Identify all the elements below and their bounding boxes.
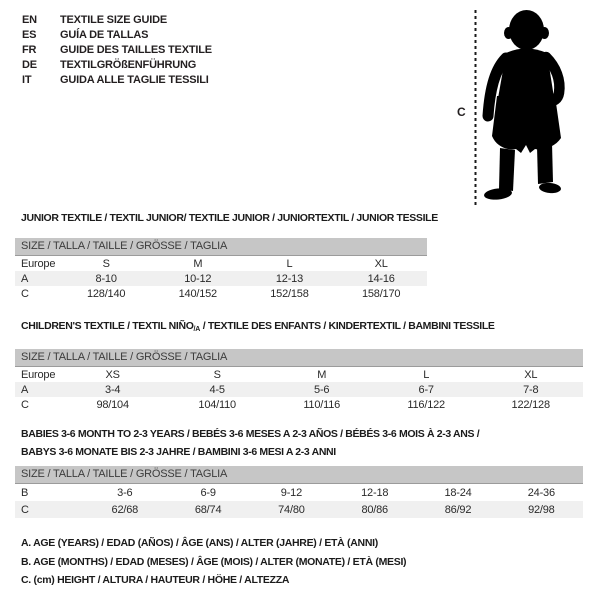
row-label: Europe	[21, 368, 56, 381]
children-table-grid	[15, 367, 583, 412]
language-title: GUIDE DES TAILLES TEXTILE	[60, 44, 212, 56]
cell: 8-10	[95, 272, 117, 285]
junior-table-grid	[15, 256, 427, 301]
cell: 62/68	[111, 503, 139, 516]
cell: L	[423, 368, 430, 381]
babies-title-line1: BABIES 3-6 MONTH TO 2-3 YEARS / BEBÉS 3-6 MESES A 2-3 AÑOS / BÉBÉS 3-6 MOIS À 2-3 ANS /	[21, 428, 480, 440]
language-title: GUIDA ALLE TAGLIE TESSILI	[60, 74, 209, 86]
cell: 4-5	[209, 383, 225, 396]
table-row-height	[15, 397, 583, 412]
cell: 86/92	[444, 503, 472, 516]
height-measure-figure	[450, 0, 600, 215]
language-code: ES	[22, 29, 37, 41]
cell: XL	[524, 368, 538, 381]
note-age-months: B. AGE (MONTHS) / EDAD (MESES) / ÂGE (MOIS) / ALTER (MONATE) / ETÀ (MESI)	[21, 555, 407, 568]
cell: 116/122	[407, 398, 445, 411]
table-row-europe	[15, 256, 427, 271]
cell: XL	[374, 257, 388, 270]
note-height-cm: C. (cm) HEIGHT / ALTURA / HAUTEUR / HÖHE / ALTEZZA	[21, 574, 290, 586]
language-row-fr	[22, 43, 212, 58]
language-row-es	[22, 28, 212, 43]
cell: 158/170	[361, 287, 401, 300]
cell: 24-36	[527, 486, 555, 499]
cell: M	[193, 257, 203, 270]
cell: L	[286, 257, 293, 270]
language-title-list	[22, 13, 212, 88]
legend-notes	[21, 534, 406, 590]
note-age-years: A. AGE (YEARS) / EDAD (AÑOS) / ÂGE (ANS) / ALTER (JAHRE) / ETÀ (ANNI)	[21, 537, 378, 549]
table-row-europe	[15, 367, 583, 382]
language-code: DE	[22, 59, 37, 71]
babies-table-grid	[15, 484, 583, 518]
cell: 6-9	[200, 486, 216, 499]
cell: 6-7	[418, 383, 434, 396]
row-label: C	[21, 398, 29, 411]
cell: 68/74	[194, 503, 222, 516]
toddler-silhouette-image	[450, 0, 600, 215]
row-label: C	[21, 287, 29, 300]
cell: 12-13	[275, 272, 304, 285]
table-row-height	[15, 286, 427, 301]
babies-title-line2: BABYS 3-6 MONATE BIS 2-3 JAHRE / BAMBINI 3-6 MESI A 2-3 ANNI	[21, 446, 336, 458]
children-size-table	[15, 320, 583, 412]
cell: 140/152	[178, 287, 217, 300]
cell: 128/140	[86, 287, 126, 300]
cell: 122/128	[511, 398, 550, 411]
language-row-en	[22, 13, 212, 28]
language-row-de	[22, 58, 212, 73]
cell: 5-6	[314, 383, 330, 396]
cell: 110/116	[303, 398, 341, 411]
children-title-post: / TEXTILE DES ENFANTS / KINDERTEXTIL / BAMBINI TESSILE	[200, 320, 495, 332]
cell: 80/86	[361, 503, 388, 516]
cell: XS	[105, 368, 120, 381]
language-row-it	[22, 73, 212, 88]
language-title: TEXTILGRÖßENFÜHRUNG	[60, 59, 197, 71]
language-title: GUÍA DE TALLAS	[60, 29, 149, 41]
row-label: Europe	[21, 257, 56, 270]
cell: 14-16	[367, 272, 395, 285]
language-title: TEXTILE SIZE GUIDE	[60, 14, 168, 26]
cell: S	[213, 368, 221, 381]
language-code: EN	[22, 14, 37, 26]
row-label: A	[21, 383, 29, 396]
junior-table-title: JUNIOR TEXTILE / TEXTIL JUNIOR/ TEXTILE JUNIOR / JUNIORTEXTIL / JUNIOR TESSILE	[21, 212, 438, 224]
children-table-title	[15, 320, 583, 336]
table-row-age-months	[15, 484, 583, 501]
cell: 74/80	[278, 503, 305, 516]
row-label: C	[21, 503, 29, 516]
cell: 98/104	[96, 398, 129, 411]
cell: S	[102, 257, 110, 270]
row-label: A	[21, 272, 29, 285]
cell: 9-12	[280, 486, 303, 499]
cell: 104/110	[198, 398, 236, 411]
cell: 152/158	[270, 287, 309, 300]
cell: 12-18	[361, 486, 389, 499]
table-row-age	[15, 271, 427, 286]
size-header-band: SIZE / TALLA / TAILLE / GRÖSSE / TAGLIA	[15, 349, 583, 367]
junior-size-table	[15, 212, 438, 301]
language-code: FR	[22, 44, 37, 56]
height-measure-label: C	[457, 105, 466, 119]
babies-size-table	[15, 425, 583, 518]
cell: 92/98	[528, 503, 555, 516]
cell: M	[317, 368, 327, 381]
children-title-pre: CHILDREN'S TEXTILE / TEXTIL NIÑO	[21, 320, 194, 332]
size-header-band: SIZE / TALLA / TAILLE / GRÖSSE / TAGLIA	[15, 238, 427, 256]
children-title-subscript: /A	[193, 326, 201, 333]
row-label: B	[21, 486, 29, 499]
babies-table-title	[15, 425, 583, 461]
cell: 3-6	[117, 486, 133, 499]
cell: 10-12	[184, 272, 212, 285]
language-code: IT	[22, 74, 32, 86]
toddler-silhouette-shape	[484, 10, 562, 201]
cell: 3-4	[105, 383, 121, 396]
table-row-height	[15, 501, 583, 518]
size-header-band: SIZE / TALLA / TAILLE / GRÖSSE / TAGLIA	[15, 466, 583, 484]
cell: 7-8	[523, 383, 539, 396]
cell: 18-24	[444, 486, 472, 499]
table-row-age	[15, 382, 583, 397]
